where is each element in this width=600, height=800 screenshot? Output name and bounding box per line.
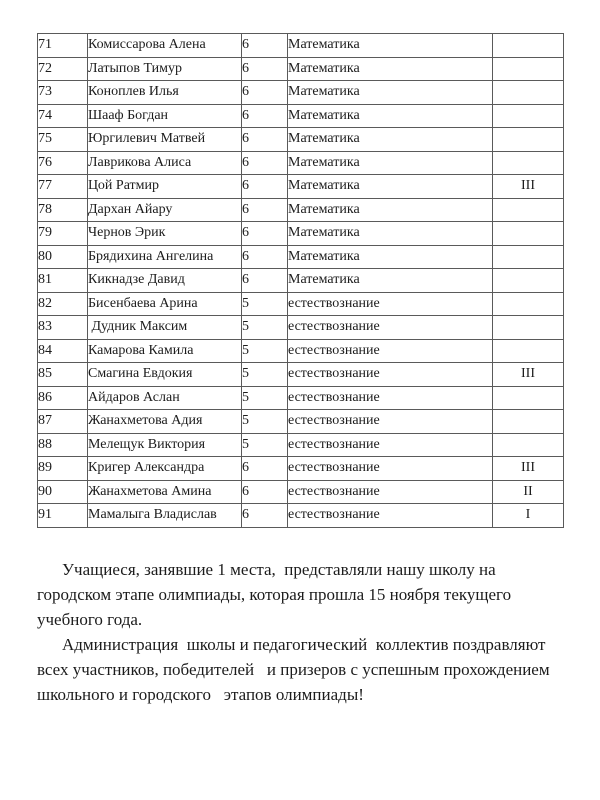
cell-grade: 6 <box>242 457 288 481</box>
cell-number: 88 <box>38 433 88 457</box>
cell-name: Юргилевич Матвей <box>88 128 242 152</box>
table-row <box>38 386 564 410</box>
cell-subject: естествознание <box>288 363 493 387</box>
cell-grade: 6 <box>242 222 288 246</box>
cell-subject: естествознание <box>288 316 493 340</box>
cell-award <box>493 151 564 175</box>
table-row <box>38 504 564 528</box>
table-row <box>38 81 564 105</box>
cell-subject: Математика <box>288 269 493 293</box>
cell-name: Коноплев Илья <box>88 81 242 105</box>
cell-subject: Математика <box>288 198 493 222</box>
cell-number: 89 <box>38 457 88 481</box>
cell-number: 75 <box>38 128 88 152</box>
document-text <box>37 557 571 707</box>
cell-number: 81 <box>38 269 88 293</box>
table-row <box>38 245 564 269</box>
cell-name: Шааф Богдан <box>88 104 242 128</box>
paragraph-line: всех участников, победителей и призеров с успешным прохождением <box>37 660 550 679</box>
table-row <box>38 292 564 316</box>
cell-number: 83 <box>38 316 88 340</box>
cell-grade: 6 <box>242 57 288 81</box>
cell-award <box>493 81 564 105</box>
cell-grade: 6 <box>242 128 288 152</box>
cell-grade: 6 <box>242 480 288 504</box>
cell-name: Жанахметова Амина <box>88 480 242 504</box>
table-row <box>38 151 564 175</box>
cell-number: 73 <box>38 81 88 105</box>
paragraph <box>37 557 571 632</box>
table-row <box>38 363 564 387</box>
cell-name: Дархан Айару <box>88 198 242 222</box>
cell-name: Кикнадзе Давид <box>88 269 242 293</box>
results-table-body <box>38 34 564 528</box>
cell-name: Латыпов Тимур <box>88 57 242 81</box>
cell-name: Дудник Максим <box>88 316 242 340</box>
cell-award <box>493 316 564 340</box>
cell-subject: Математика <box>288 245 493 269</box>
cell-name: Смагина Евдокия <box>88 363 242 387</box>
cell-grade: 6 <box>242 104 288 128</box>
cell-subject: естествознание <box>288 386 493 410</box>
table-row <box>38 457 564 481</box>
cell-award <box>493 269 564 293</box>
cell-grade: 5 <box>242 339 288 363</box>
cell-number: 71 <box>38 34 88 58</box>
cell-award <box>493 245 564 269</box>
olympiad-results-table <box>37 33 564 528</box>
table-row <box>38 198 564 222</box>
cell-subject: Математика <box>288 57 493 81</box>
cell-number: 72 <box>38 57 88 81</box>
cell-subject: естествознание <box>288 433 493 457</box>
cell-number: 77 <box>38 175 88 199</box>
cell-award: I <box>493 504 564 528</box>
cell-name: Айдаров Аслан <box>88 386 242 410</box>
cell-name: Жанахметова Адия <box>88 410 242 434</box>
cell-subject: Математика <box>288 81 493 105</box>
table-row <box>38 175 564 199</box>
cell-subject: естествознание <box>288 292 493 316</box>
cell-grade: 6 <box>242 151 288 175</box>
cell-subject: Математика <box>288 34 493 58</box>
cell-number: 79 <box>38 222 88 246</box>
cell-award <box>493 34 564 58</box>
cell-number: 85 <box>38 363 88 387</box>
cell-grade: 6 <box>242 504 288 528</box>
cell-grade: 6 <box>242 269 288 293</box>
paragraph <box>37 632 571 707</box>
cell-grade: 6 <box>242 81 288 105</box>
paragraph-line: Учащиеся, занявшие 1 места, представляли нашу школу на <box>62 560 496 579</box>
cell-award <box>493 433 564 457</box>
cell-subject: Математика <box>288 104 493 128</box>
cell-grade: 5 <box>242 316 288 340</box>
cell-number: 78 <box>38 198 88 222</box>
cell-number: 84 <box>38 339 88 363</box>
cell-number: 82 <box>38 292 88 316</box>
table-row <box>38 433 564 457</box>
table-row <box>38 269 564 293</box>
cell-name: Комиссарова Алена <box>88 34 242 58</box>
table-row <box>38 128 564 152</box>
cell-subject: естествознание <box>288 504 493 528</box>
table-row <box>38 104 564 128</box>
cell-award: III <box>493 175 564 199</box>
table-row <box>38 57 564 81</box>
cell-award <box>493 292 564 316</box>
cell-name: Брядихина Ангелина <box>88 245 242 269</box>
cell-number: 87 <box>38 410 88 434</box>
cell-award <box>493 57 564 81</box>
cell-name: Камарова Камила <box>88 339 242 363</box>
cell-grade: 5 <box>242 410 288 434</box>
cell-subject: естествознание <box>288 339 493 363</box>
cell-number: 90 <box>38 480 88 504</box>
cell-number: 80 <box>38 245 88 269</box>
cell-award <box>493 339 564 363</box>
paragraph-line: Администрация школы и педагогический коллектив поздравляют <box>62 635 546 654</box>
cell-subject: естествознание <box>288 480 493 504</box>
cell-award: III <box>493 363 564 387</box>
cell-subject: Математика <box>288 151 493 175</box>
cell-number: 91 <box>38 504 88 528</box>
table-row <box>38 316 564 340</box>
cell-number: 74 <box>38 104 88 128</box>
cell-name: Цой Ратмир <box>88 175 242 199</box>
cell-number: 86 <box>38 386 88 410</box>
cell-grade: 5 <box>242 433 288 457</box>
table-row <box>38 339 564 363</box>
table-row <box>38 34 564 58</box>
cell-subject: Математика <box>288 222 493 246</box>
table-row <box>38 480 564 504</box>
cell-award: II <box>493 480 564 504</box>
cell-subject: естествознание <box>288 457 493 481</box>
cell-grade: 6 <box>242 34 288 58</box>
cell-award <box>493 222 564 246</box>
cell-award <box>493 104 564 128</box>
cell-grade: 6 <box>242 175 288 199</box>
cell-subject: Математика <box>288 175 493 199</box>
paragraph-line: школьного и городского этапов олимпиады! <box>37 685 364 704</box>
cell-grade: 5 <box>242 292 288 316</box>
cell-award <box>493 410 564 434</box>
cell-subject: Математика <box>288 128 493 152</box>
cell-subject: естествознание <box>288 410 493 434</box>
cell-name: Мамалыга Владислав <box>88 504 242 528</box>
cell-grade: 6 <box>242 198 288 222</box>
cell-name: Лаврикова Алиса <box>88 151 242 175</box>
paragraph-line: городском этапе олимпиады, которая прошла 15 ноября текущего <box>37 585 512 604</box>
cell-award <box>493 128 564 152</box>
cell-grade: 5 <box>242 363 288 387</box>
cell-grade: 5 <box>242 386 288 410</box>
cell-name: Кригер Александра <box>88 457 242 481</box>
table-row <box>38 222 564 246</box>
cell-name: Чернов Эрик <box>88 222 242 246</box>
cell-award <box>493 198 564 222</box>
cell-award: III <box>493 457 564 481</box>
cell-grade: 6 <box>242 245 288 269</box>
cell-award <box>493 386 564 410</box>
table-row <box>38 410 564 434</box>
paragraph-line: учебного года. <box>37 610 143 629</box>
cell-name: Мелещук Виктория <box>88 433 242 457</box>
cell-number: 76 <box>38 151 88 175</box>
cell-name: Бисенбаева Арина <box>88 292 242 316</box>
